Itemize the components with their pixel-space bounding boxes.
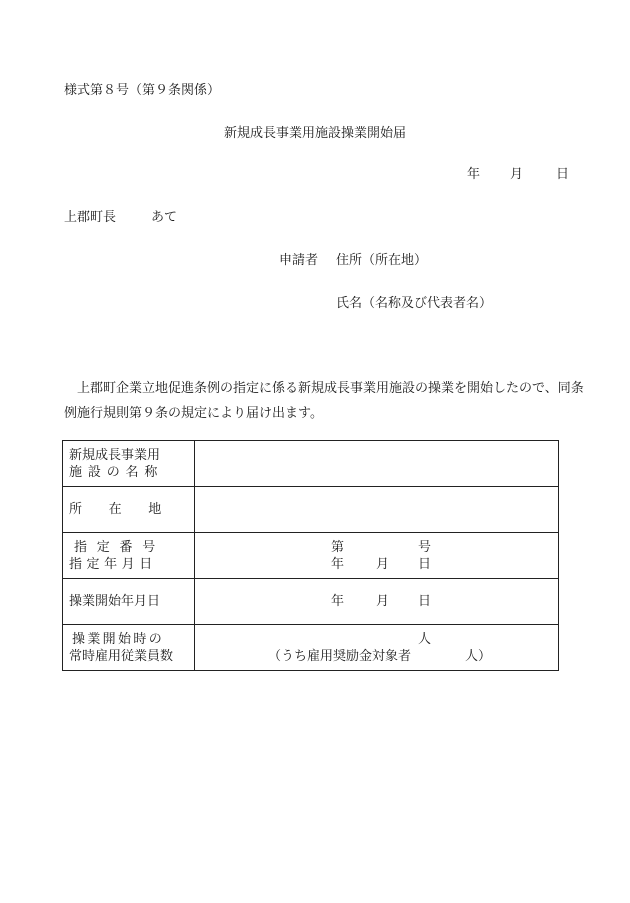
document-title: 新規成長事業用施設操業開始届 (223, 126, 406, 141)
start-date-month-label: 月 (376, 594, 390, 609)
table-row-designation (63, 533, 559, 579)
body-text: 上郡町企業立地促進条例の指定に係る新規成長事業用施設の操業を開始したので、同条例施行規則第９条の規定により届け出ます。 (64, 381, 584, 421)
location-label-cell (63, 487, 195, 533)
applicant-address-label: 住所（所在地） (336, 253, 428, 268)
date-year-label: 年 (467, 167, 481, 182)
employees-field[interactable] (195, 625, 559, 671)
location-label: 所在地 (69, 502, 188, 517)
table-row-start-date (63, 579, 559, 625)
start-date-field[interactable] (195, 579, 559, 625)
addressee-suffix: あて (151, 210, 178, 225)
designation-field[interactable] (195, 533, 559, 579)
designation-date-label: 指定年月日 (69, 556, 157, 572)
facility-name-label-line1: 新規成長事業用 (69, 447, 161, 463)
applicant-name-label: 氏名（名称及び代表者名） (336, 296, 493, 311)
applicant-label: 申請者 (279, 253, 319, 268)
employees-label-line2: 常時雇用従業員数 (69, 648, 174, 664)
employees-label-line1: 操業開始時の (72, 631, 165, 647)
designation-year-label: 年 (331, 557, 345, 572)
table-row-facility-name (63, 441, 559, 487)
employees-label-cell (63, 625, 195, 671)
designation-label-cell (63, 533, 195, 579)
designation-dai-label: 第 (331, 540, 345, 555)
facility-name-label-line2: 施設の名称 (69, 464, 164, 480)
location-field[interactable] (195, 487, 559, 533)
start-date-label: 操業開始年月日 (69, 594, 161, 609)
table-row-employees (63, 625, 559, 671)
facility-name-label (63, 441, 195, 487)
date-day-label: 日 (556, 167, 570, 182)
employees-subsidy-prefix: （うち雇用奨励金対象者 (268, 649, 412, 664)
facility-name-field[interactable] (195, 441, 559, 487)
employees-unit-label: 人 (418, 632, 432, 647)
designation-go-label: 号 (418, 540, 432, 555)
date-month-label: 月 (510, 167, 524, 182)
employees-subsidy-suffix: 人） (465, 649, 492, 664)
start-date-day-label: 日 (418, 594, 432, 609)
start-date-label-cell (63, 579, 195, 625)
table-row-location (63, 487, 559, 533)
form-number: 様式第８号（第９条関係） (64, 83, 221, 98)
designation-number-label: 指定番号 (74, 539, 166, 555)
designation-day-label: 日 (418, 557, 432, 572)
info-table (62, 440, 559, 671)
addressee-name: 上郡町長 (64, 210, 117, 225)
designation-month-label: 月 (376, 557, 390, 572)
start-date-year-label: 年 (331, 594, 345, 609)
